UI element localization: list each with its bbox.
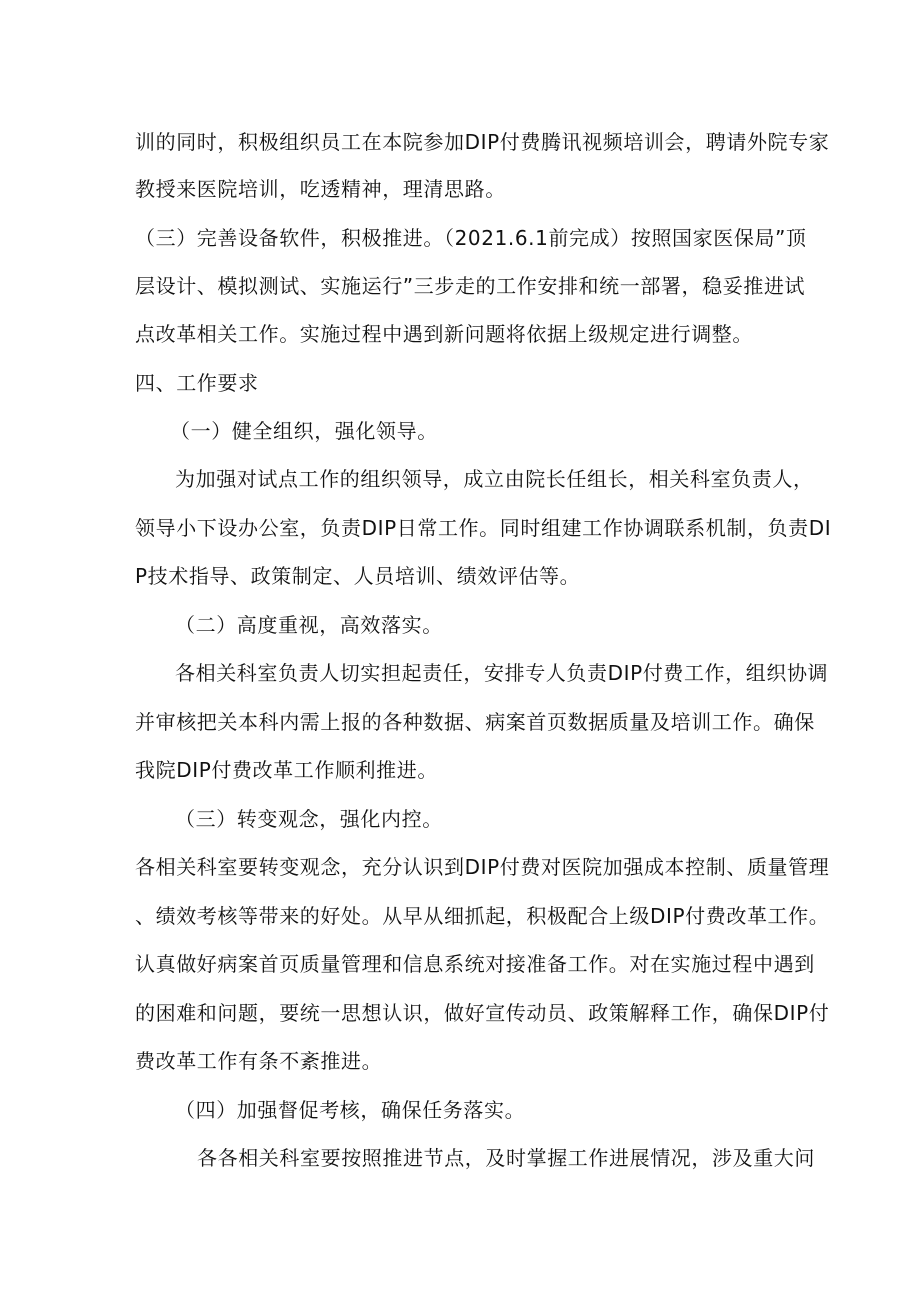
- text-line-4: 层设计、模拟测试、实施运行”三步走的工作安排和统一部署，稳妥推进试: [135, 274, 806, 298]
- text-line-13: 并审核把关本科内需上报的各种数据、病案首页数据质量及培训工作。确保: [135, 710, 815, 734]
- text-line-17: 、绩效考核等带来的好处。从早从细抓起，积极配合上级DIP付费改革工作。: [135, 904, 830, 928]
- text-line-10: P技术指导、政策制定、人员培训、绩效评估等。: [135, 564, 581, 588]
- subheading-2: （二）高度重视，高效落实。: [175, 613, 443, 637]
- text-line-1: 训的同时，积极组织员工在本院参加DIP付费腾讯视频培训会，聘请外院专家: [135, 130, 830, 154]
- text-line-18: 认真做好病案首页质量管理和信息系统对接准备工作。对在实施过程中遇到: [135, 952, 815, 976]
- text-line-16: 各相关科室要转变观念，充分认识到DIP付费对医院加强成本控制、质量管理: [135, 855, 830, 879]
- subheading-1: （一）健全组织，强化领导。: [170, 419, 438, 443]
- text-line-9: 领导小下设办公室，负责DIP日常工作。同时组建工作协调联系机制，负责DI: [135, 516, 832, 540]
- subheading-3: （三）转变观念，强化内控。: [175, 807, 443, 831]
- section-heading-work-requirements: 四、工作要求: [135, 371, 259, 395]
- text-line-12: 各相关科室负责人切实担起责任，安排专人负责DIP付费工作，组织协调: [175, 661, 829, 685]
- text-line-8: 为加强对试点工作的组织领导，成立由院长任组长，相关科室负责人，: [175, 467, 814, 491]
- text-line-20: 费改革工作有条不紊推进。: [135, 1049, 383, 1073]
- text-line-5: 点改革相关工作。实施过程中遇到新问题将依据上级规定进行调整。: [135, 322, 753, 346]
- text-line-2: 教授来医院培训，吃透精神，理清思路。: [135, 177, 506, 201]
- text-line-3: （三）完善设备软件，积极推进。（2021.6.1前完成）按照国家医保局”顶: [135, 226, 807, 250]
- subheading-4: （四）加强督促考核，确保任务落实。: [175, 1098, 526, 1122]
- text-line-22: 各各相关科室要按照推进节点，及时掌握工作进展情况，涉及重大问: [197, 1146, 815, 1170]
- text-line-14: 我院DIP付费改革工作顺利推进。: [135, 758, 438, 782]
- text-line-19: 的困难和问题，要统一思想认识，做好宣传动员、政策解释工作，确保DIP付: [135, 1001, 830, 1025]
